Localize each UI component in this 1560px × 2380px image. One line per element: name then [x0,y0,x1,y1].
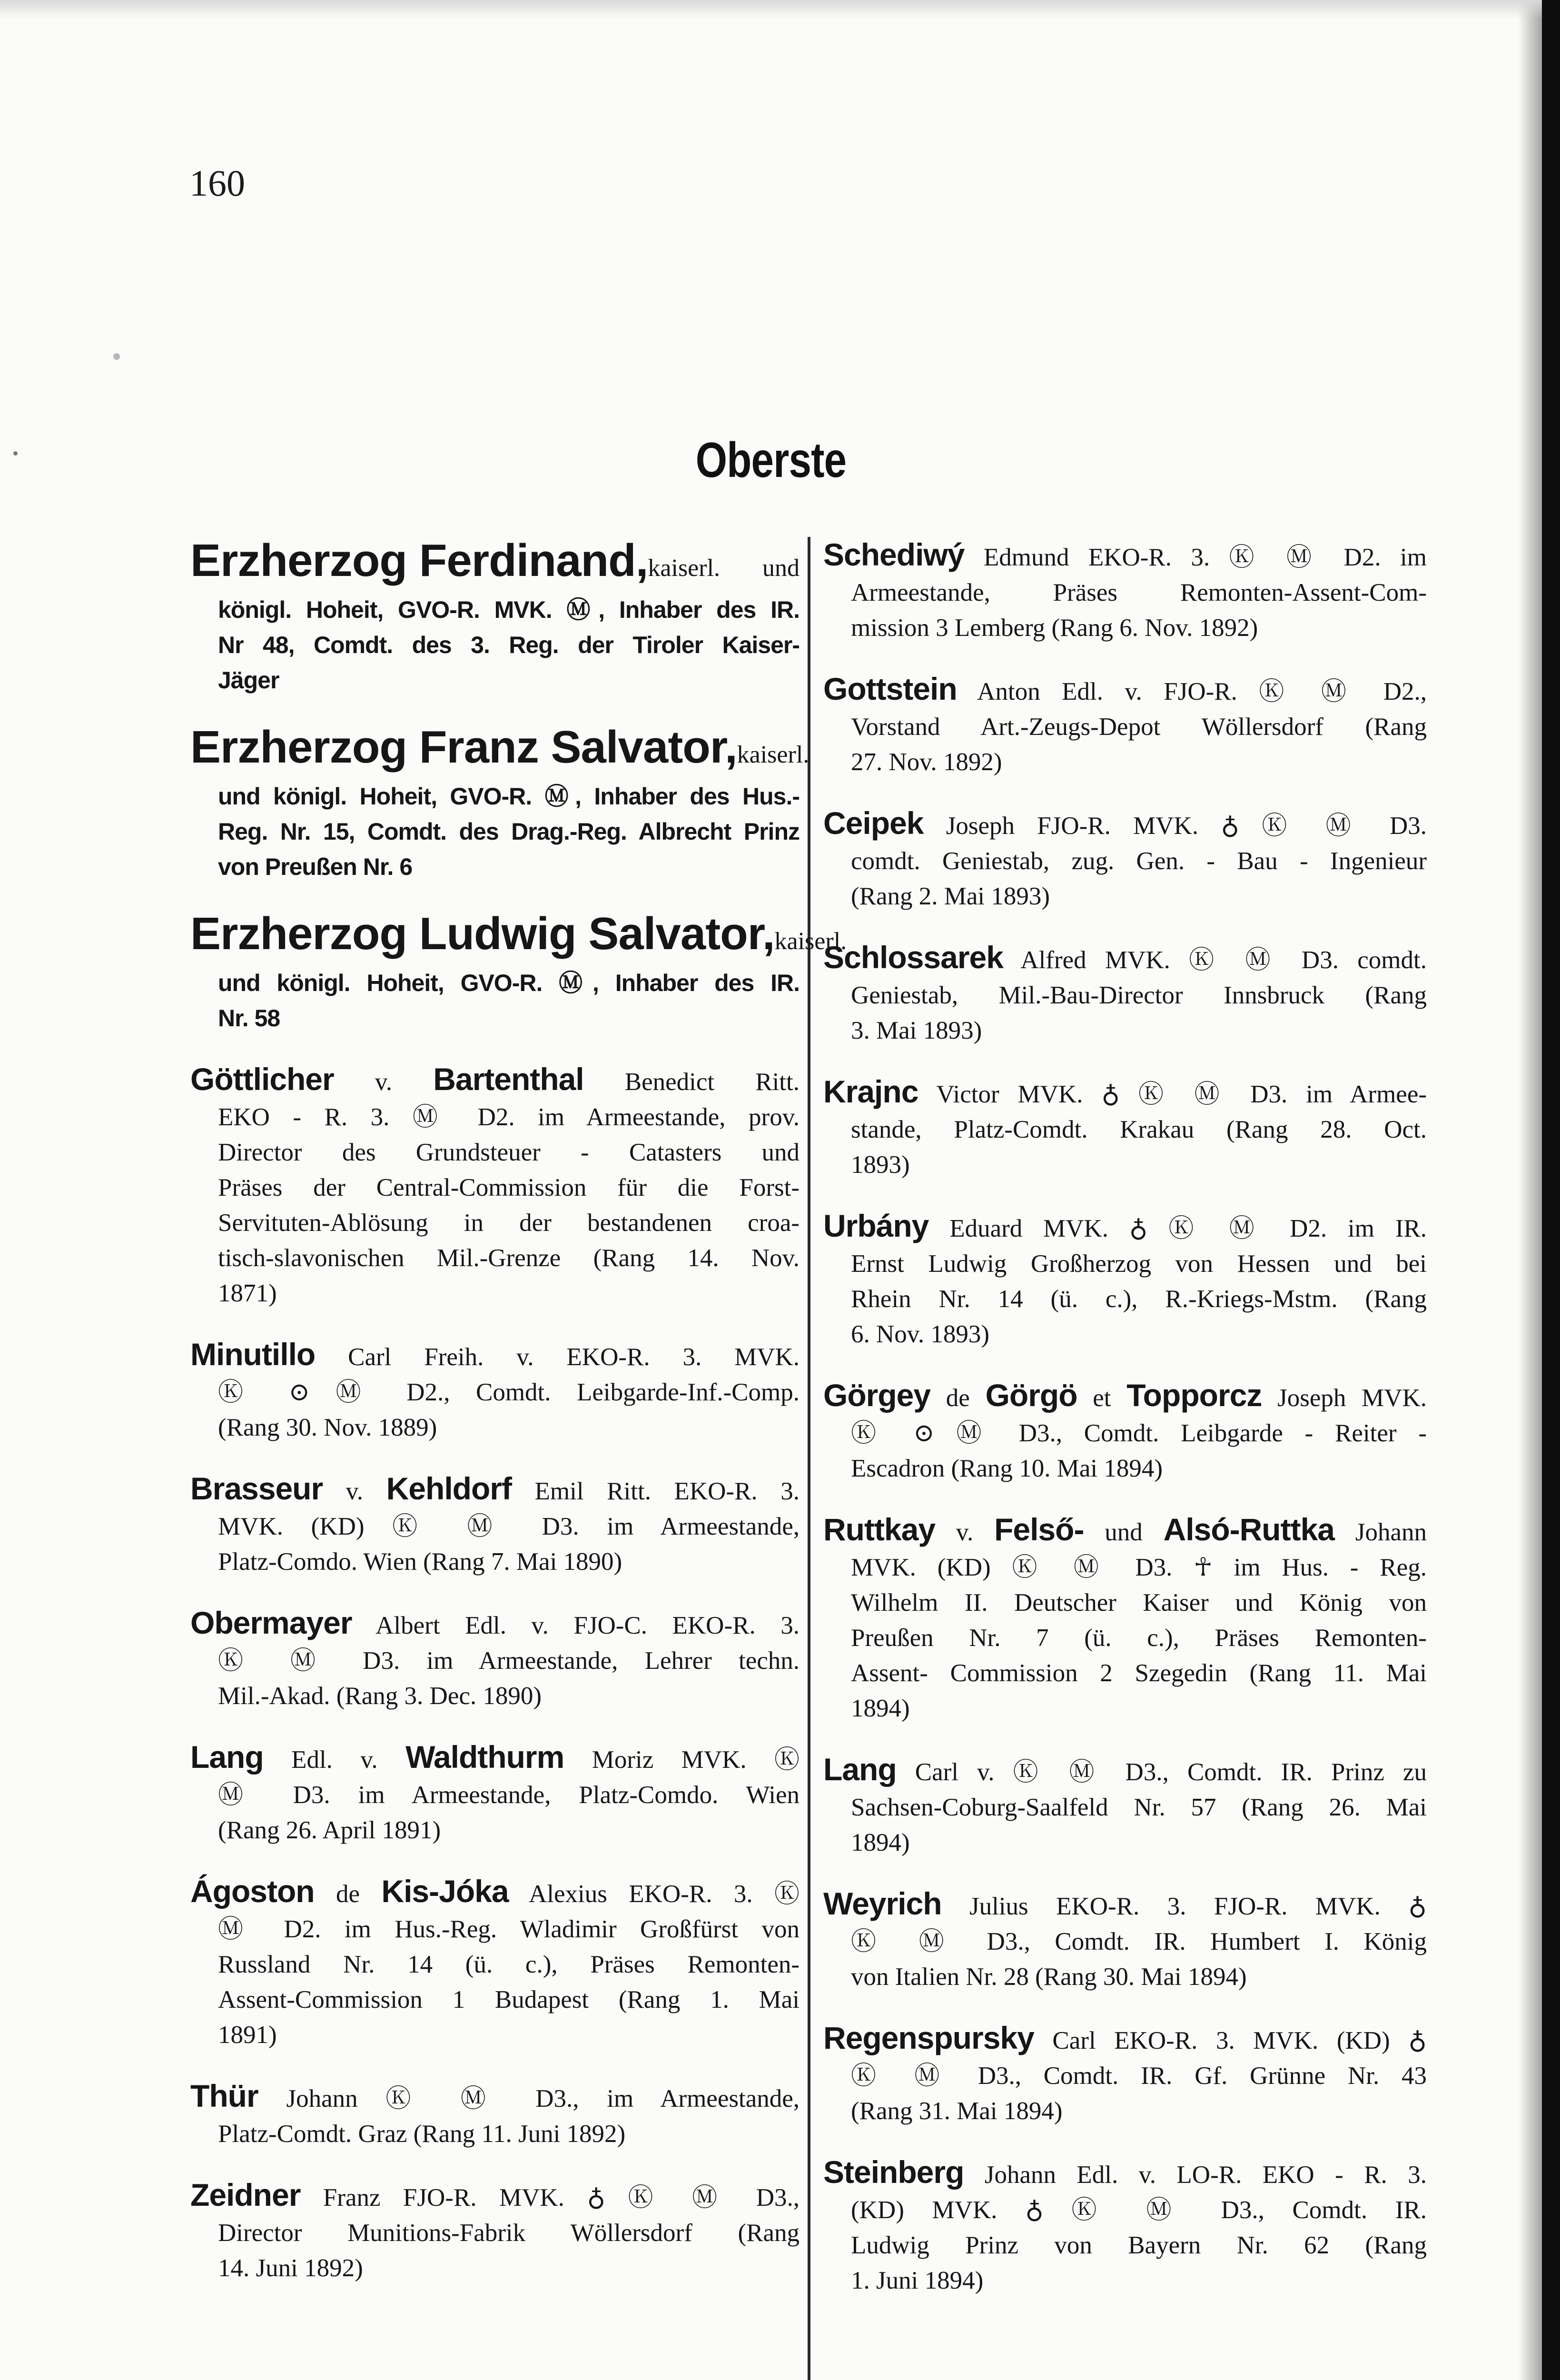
entry-text: Emil Ritt. EKO-R. 3. [511,1478,800,1505]
entry-text: Sachsen-Coburg-Saalfeld Nr. 57 (Rang 26. Mai [851,1794,1427,1821]
entry-line [190,2251,800,2286]
entry-text: Eduard MVK. ♁ Ⓚ Ⓜ D2. im IR. [928,1215,1427,1242]
entry-text: Benedict Ritt. [583,1068,800,1096]
person-name: Bartenthal [433,1061,584,1097]
entry-line [190,1912,800,1947]
entry-heading-line [823,1378,1427,1416]
entry-text: 1894) [851,1695,910,1722]
entry-text: 3. Mai 1893) [851,1017,982,1044]
entry-line [823,1147,1427,1182]
entry-text: 14. Juni 1892) [218,2254,363,2282]
entry-text: comdt. Geniestab, zug. Gen. - Bau - Ingenieur [851,847,1427,875]
entry-line [190,1100,800,1135]
entry-text: Präses der Central-Commission für die Forst- [218,1174,800,1201]
entry-line [823,1112,1427,1147]
entry-text: (Rang 2. Mai 1893) [851,883,1050,910]
entry-text: Armeestande, Präses Remonten-Assent-Com- [851,579,1427,606]
register-entry-franz-salvator [190,722,810,884]
entry-text: Alexius EKO-R. 3. Ⓚ [508,1880,800,1908]
person-name: Alsó-Ruttka [1163,1512,1334,1547]
entry-heading-line [823,805,1427,843]
entry-text: tisch-slavonischen Mil.-Grenze (Rang 14. Nov. [218,1244,800,1272]
entry-line [190,1001,800,1036]
entry-line [190,814,800,849]
register-entry-ludwig-salvator [190,908,847,1036]
entry-text: 1891) [218,2021,277,2049]
person-name: Ruttkay [823,1512,936,1547]
entry-line [190,592,800,627]
entry-text: Joseph FJO-R. MVK. ♁ Ⓚ Ⓜ D3. [923,812,1427,840]
entry-line [190,1643,800,1678]
entry-text: Joseph MVK. [1262,1384,1427,1412]
entry-line [190,1813,800,1848]
entry-text: EKO - R. 3. Ⓜ D2. im Armeestande, prov. [218,1103,800,1131]
register-entry-lang-waldthurm [190,1739,800,1848]
person-name: Görgö [985,1378,1077,1413]
entry-line [823,2192,1427,2228]
register-entry-ceipek [823,805,1427,914]
entry-text: Carl EKO-R. 3. MVK. (KD) ♁ [1034,2027,1427,2054]
entry-text: Victor MVK. ♁ Ⓚ Ⓜ D3. im Armee- [918,1081,1427,1108]
person-name: Topporcz [1126,1378,1262,1413]
entry-text: Ⓚ ⊙ Ⓜ D3., Comdt. Leibgarde - Reiter - [851,1419,1427,1447]
entry-text: Jäger [218,667,279,694]
entry-line [190,1240,800,1276]
entry-line [190,1276,800,1311]
entry-text: MVK. (KD) Ⓚ Ⓜ D3. im Armeestande, [218,1513,800,1540]
entry-text: (Rang 31. Mai 1894) [851,2097,1063,2125]
entry-line [823,2263,1427,2298]
entry-text: königl. Hoheit, GVO-R. MVK. Ⓜ, Inhaber des IR. [218,596,800,623]
entry-text: Escadron (Rang 10. Mai 1894) [851,1455,1163,1482]
entry-text: Nr 48, Comdt. des 3. Reg. der Tiroler Kaiser- [218,632,800,658]
entry-text: und [1084,1518,1164,1546]
entry-text: Ⓚ Ⓜ D3., Comdt. IR. Gf. Grünne Nr. 43 [851,2062,1427,2090]
entry-line [823,1451,1427,1486]
person-name: Waldthurm [405,1739,564,1775]
entry-text: von Italien Nr. 28 (Rang 30. Mai 1894) [851,1963,1247,1991]
entry-text: (KD) MVK. ♁ Ⓚ Ⓜ D3., Comdt. IR. [851,2196,1427,2224]
entry-text: kaiserl. und [648,555,800,582]
entry-text: Assent-Commission 1 Budapest (Rang 1. Mai [218,1986,800,2013]
person-name: Weyrich [823,1886,942,1921]
person-name: Urbány [823,1208,929,1243]
entry-text: Franz FJO-R. MVK. ♁ Ⓚ Ⓜ D3., [300,2184,800,2211]
entry-line [823,1620,1427,1656]
entry-line [823,879,1427,914]
entry-text: Platz-Comdt. Graz (Rang 11. Juni 1892) [218,2120,626,2148]
entry-line [823,1790,1427,1825]
scan-speck [113,353,120,360]
entry-text: stande, Platz-Comdt. Krakau (Rang 28. Oct. [851,1116,1427,1143]
entry-text: Rhein Nr. 14 (ü. c.), R.-Kriegs-Mstm. (Rang [851,1285,1427,1313]
entry-line [190,2017,800,2053]
entry-text: Ⓚ Ⓜ D3. im Armeestande, Lehrer techn. [218,1647,800,1675]
column-divider [808,537,810,2380]
entry-line [823,1959,1427,1994]
register-entry-thuer [190,2078,800,2152]
entry-line [823,1585,1427,1620]
register-entry-minutillo [190,1337,800,1445]
entry-line [190,849,800,884]
person-name: Felső- [994,1512,1084,1547]
scan-speck [13,451,18,456]
right-column [823,537,1427,2324]
entry-line [823,610,1427,645]
entry-line [190,1375,800,1410]
entry-text: Albert Edl. v. FJO-C. EKO-R. 3. [352,1612,800,1639]
entry-text: 6. Nov. 1893) [851,1320,989,1348]
left-column [190,535,847,2311]
page-edge-shadow [1518,0,1542,2380]
entry-text: Director Munitions-Fabrik Wöllersdorf (Rang [218,2219,800,2247]
entry-text: Ⓜ D3. im Armeestande, Platz-Comdo. Wien [218,1781,800,1809]
entry-line [823,1013,1427,1048]
entry-line [190,779,800,814]
entry-text: Johann Edl. v. LO-R. EKO - R. 3. [964,2161,1427,2189]
entry-line [823,744,1427,780]
entry-line [823,709,1427,744]
entry-line [823,843,1427,879]
entry-heading-line [190,2177,800,2215]
entry-heading-line [823,1512,1427,1550]
register-entry-krajnc [823,1074,1427,1182]
register-entry-urbany [823,1208,1427,1352]
entry-text: Ⓚ ⊙ Ⓜ D2., Comdt. Leibgarde-Inf.-Comp. [218,1378,800,1406]
entry-text: Ⓚ Ⓜ D3., Comdt. IR. Humbert I. König [851,1928,1427,1955]
entry-text: 1871) [218,1279,277,1307]
entry-text: Ernst Ludwig Großherzog von Hessen und bei [851,1250,1427,1278]
entry-line [823,1656,1427,1691]
register-entry-ferdinand [190,537,800,698]
register-entry-ruttkay [823,1512,1427,1726]
person-name: Erzherzog Franz Salvator, [190,722,737,773]
entry-heading-line [190,722,810,779]
entry-heading-line [190,1605,800,1643]
entry-line [190,1947,800,1982]
entry-text: Wilhelm II. Deutscher Kaiser und König von [851,1589,1427,1616]
entry-text: Vorstand Art.-Zeugs-Depot Wöllersdorf (Rang [851,713,1427,741]
entry-line [190,663,800,698]
person-name: Steinberg [823,2154,964,2190]
entry-line [190,2116,800,2152]
entry-line [190,1410,800,1445]
entry-text: Geniestab, Mil.-Bau-Director Innsbruck (Rang [851,982,1427,1009]
entry-line [823,1825,1427,1860]
person-name: Schlossarek [823,940,1003,975]
person-name: Lang [190,1739,264,1775]
entry-text: Servituten-Ablösung in der bestandenen croa- [218,1209,800,1237]
entry-line [190,1135,800,1170]
register-entry-schediwy [823,537,1427,645]
entry-text: kaiserl. [737,741,810,768]
entry-text: 1894) [851,1829,910,1856]
register-entry-gottstein [823,671,1427,780]
entry-line [823,2228,1427,2263]
register-entry-zeidner [190,2177,800,2286]
entry-heading-line [823,1208,1427,1246]
entry-line [823,1246,1427,1281]
entry-text: Nr. 58 [218,1005,280,1031]
register-entry-goettlicher [190,1061,800,1311]
entry-text: (Rang 26. April 1891) [218,1816,441,1844]
entry-heading-line [823,940,1427,978]
entry-text: et [1077,1384,1127,1412]
person-name: Krajnc [823,1074,918,1109]
entry-heading-line [823,1074,1427,1112]
entry-line [190,965,800,1001]
register-entry-weyrich [823,1886,1427,1994]
entry-line [823,978,1427,1013]
entry-text: v. [323,1478,386,1505]
entry-heading-line [823,1886,1427,1924]
entry-text: Alfred MVK. Ⓚ Ⓜ D3. comdt. [1003,946,1427,974]
person-name: Ágoston [190,1874,315,1909]
entry-line [190,1170,800,1205]
entry-text: Platz-Comdo. Wien (Rang 7. Mai 1890) [218,1548,622,1576]
entry-line [823,1416,1427,1451]
entry-heading-line [190,537,800,592]
entry-text: Preußen Nr. 7 (ü. c.), Präses Remonten- [851,1624,1427,1652]
entry-heading-line [190,1061,800,1100]
entry-text: (Rang 30. Nov. 1889) [218,1414,437,1441]
entry-heading-line [823,537,1427,575]
entry-text: Mil.-Akad. (Rang 3. Dec. 1890) [218,1682,542,1710]
entry-text: kaiserl. [774,928,847,955]
person-name: Schediwý [823,537,965,572]
person-name: Erzherzog Ludwig Salvator, [190,908,775,959]
entry-line [823,1691,1427,1726]
entry-text: Director des Grundsteuer - Catasters und [218,1139,800,1166]
entry-text: Julius EKO-R. 3. FJO-R. MVK. ♁ [941,1893,1427,1920]
entry-text: Moriz MVK. Ⓚ [564,1746,800,1774]
entry-text: Carl v. Ⓚ Ⓜ D3., Comdt. IR. Prinz zu [896,1758,1427,1786]
entry-line [190,627,800,663]
person-name: Thür [190,2078,258,2113]
entry-heading-line [190,1337,800,1375]
entry-text: von Preußen Nr. 6 [218,853,413,880]
person-name: Göttlicher [190,1061,334,1097]
entry-text: Johann Ⓚ Ⓜ D3., im Armeestande, [258,2085,800,2112]
entry-text: de [314,1880,382,1908]
entry-text: 1. Juni 1894) [851,2267,984,2294]
entry-text: Edmund EKO-R. 3. Ⓚ Ⓜ D2. im [964,544,1427,571]
person-name: Obermayer [190,1605,352,1640]
entry-heading-line [190,2078,800,2116]
register-entry-lang-carl [823,1752,1427,1860]
entry-line [823,1281,1427,1317]
person-name: Brasseur [190,1471,323,1506]
entry-text: Ⓜ D2. im Hus.-Reg. Wladimir Großfürst von [218,1915,800,1943]
entry-line [823,1317,1427,1352]
page-heading: Oberste [695,433,847,488]
entry-text: MVK. (KD) Ⓚ Ⓜ D3. ☥ im Hus. - Reg. [851,1554,1427,1581]
entry-text: Anton Edl. v. FJO-R. Ⓚ Ⓜ D2., [957,678,1427,705]
entry-heading-line [190,1471,800,1509]
entry-text: mission 3 Lemberg (Rang 6. Nov. 1892) [851,614,1258,642]
entry-text: Russland Nr. 14 (ü. c.), Präses Remonten- [218,1951,800,1978]
person-name: Zeidner [190,2177,301,2212]
register-entry-goergey [823,1378,1427,1486]
register-entry-obermayer [190,1605,800,1714]
entry-line [190,1678,800,1714]
entry-text: Assent- Commission 2 Szegedin (Rang 11. Mai [851,1659,1427,1687]
person-name: Kis-Jóka [381,1874,509,1909]
entry-heading-line [823,2154,1427,2192]
entry-text: v. [935,1518,995,1546]
page-number: 160 [189,162,245,204]
entry-text: Johann [1334,1518,1427,1546]
entry-text: 1893) [851,1151,910,1179]
person-name: Lang [823,1752,897,1787]
entry-heading-line [823,1752,1427,1790]
entry-line [190,1777,800,1813]
register-entry-regenspursky [823,2020,1427,2129]
entry-text: Carl Freih. v. EKO-R. 3. MVK. [315,1343,800,1371]
entry-line [823,575,1427,610]
entry-line [823,1924,1427,1959]
entry-text: Ludwig Prinz von Bayern Nr. 62 (Rang [851,2231,1427,2259]
register-entry-schlossarek [823,940,1427,1048]
entry-line [823,2058,1427,2093]
entry-text: de [930,1384,986,1412]
register-entry-brasseur [190,1471,800,1579]
entry-text: Reg. Nr. 15, Comdt. des Drag.-Reg. Albrecht Prinz [218,818,800,845]
person-name: Erzherzog Ferdinand, [190,535,648,586]
person-name: Kehldorf [386,1471,512,1506]
register-entry-agoston [190,1874,800,2053]
person-name: Görgey [823,1378,931,1413]
entry-heading-line [190,1874,800,1912]
entry-heading-line [823,671,1427,709]
entry-line [190,1205,800,1240]
person-name: Ceipek [823,805,924,841]
entry-line [190,1982,800,2017]
person-name: Gottstein [823,671,957,706]
entry-heading-line [823,2020,1427,2058]
register-entry-steinberg [823,2154,1427,2298]
entry-line [190,1544,800,1579]
entry-line [190,1509,800,1544]
person-name: Minutillo [190,1337,316,1372]
entry-text: 27. Nov. 1892) [851,748,1002,776]
entry-heading-line [190,908,847,965]
entry-line [823,2093,1427,2129]
person-name: Regenspursky [823,2020,1034,2055]
entry-text: und königl. Hoheit, GVO-R. Ⓜ, Inhaber des Hus.- [218,783,800,810]
entry-text: und königl. Hoheit, GVO-R. Ⓜ, Inhaber des IR. [218,970,800,996]
entry-heading-line [190,1739,800,1777]
entry-text: Edl. v. [263,1746,406,1774]
entry-line [190,2215,800,2251]
entry-text: v. [334,1068,434,1096]
entry-line [823,1550,1427,1585]
